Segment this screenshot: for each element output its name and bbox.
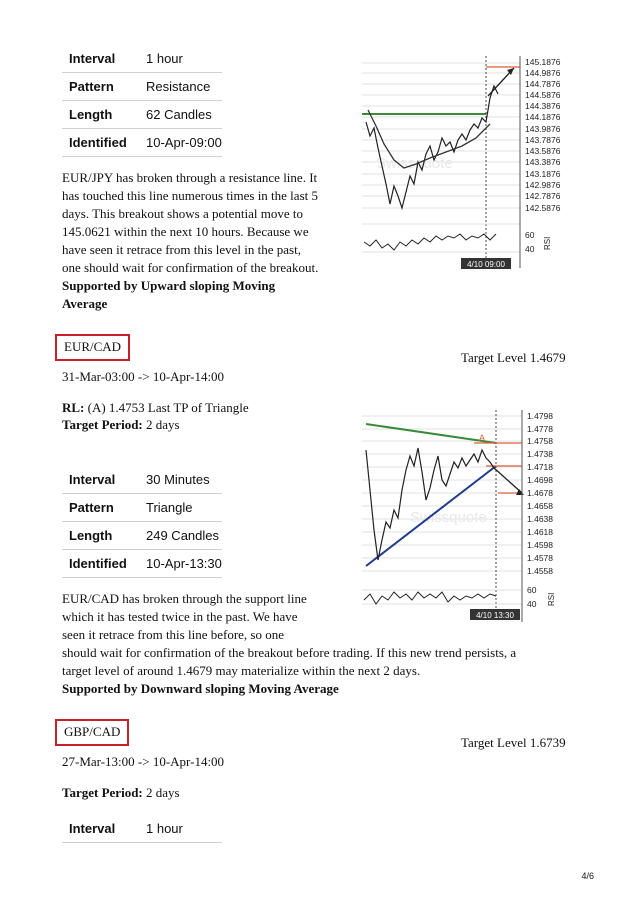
- eurcad-details-table: [62, 466, 222, 578]
- tick-label: 1.4778: [527, 424, 553, 434]
- date-range: 27-Mar-13:00 -> 10-Apr-14:00: [62, 754, 225, 769]
- tick-label: 40: [525, 244, 535, 254]
- tick-label: 142.7876: [525, 191, 561, 201]
- table-row: Identified 10-Apr-09:00: [62, 129, 222, 157]
- tick-label: 144.1876: [525, 112, 561, 122]
- price-axis-labels: [527, 411, 553, 609]
- tick-label: 1.4578: [527, 553, 553, 563]
- table-row: Interval 1 hour: [62, 45, 222, 73]
- eurjpy-details-table: [62, 45, 222, 157]
- tick-label: 60: [525, 230, 535, 240]
- chart-watermark: Swissquote: [376, 155, 453, 172]
- rsi-axis-title: RSI: [547, 592, 556, 606]
- table-row: Pattern Triangle: [62, 494, 222, 522]
- tick-label: 1.4658: [527, 501, 553, 511]
- tick-label: 143.1876: [525, 169, 561, 179]
- tick-label: 40: [527, 599, 537, 609]
- table-row: Length 249 Candles: [62, 522, 222, 550]
- tick-label: 1.4618: [527, 527, 553, 537]
- tick-label: 143.5876: [525, 146, 561, 156]
- table-row: Interval 1 hour: [62, 815, 222, 843]
- tick-label: 143.3876: [525, 157, 561, 167]
- tick-label: 1.4738: [527, 449, 553, 459]
- tick-label: 143.7876: [525, 135, 561, 145]
- eurjpy-chart: [362, 56, 574, 270]
- tick-label: 142.5876: [525, 203, 561, 213]
- eurcad-chart: [362, 410, 574, 624]
- table-row: Interval 30 Minutes: [62, 466, 222, 494]
- tick-label: 143.9876: [525, 124, 561, 134]
- eurcad-description: EUR/CAD has broken through the support line which it has tested twice in the past. We have seen it retrace from this line before, so one should wait for confirmation of the breakout before trading. If this new trend persists, a target level of around 1.4679 may materialize within the next 2 days. Supported by Downward sloping Moving Average: [62, 591, 517, 696]
- table-row: Length 62 Candles: [62, 101, 222, 129]
- pair-badge-gbpcad: GBP/CAD: [55, 719, 129, 746]
- tick-label: 1.4798: [527, 411, 553, 421]
- target-period: Target Period: 2 days: [62, 785, 180, 800]
- tick-label: 1.4718: [527, 462, 553, 472]
- tick-label: 144.5876: [525, 90, 561, 100]
- tick-label: 144.3876: [525, 101, 561, 111]
- date-range: 31-Mar-03:00 -> 10-Apr-14:00: [62, 369, 225, 384]
- time-label: 4/10 13:30: [476, 611, 514, 620]
- tick-label: 145.1876: [525, 57, 561, 67]
- tick-label: 60: [527, 585, 537, 595]
- tick-label: 144.7876: [525, 79, 561, 89]
- tick-label: 1.4638: [527, 514, 553, 524]
- tick-label: 1.4598: [527, 540, 553, 550]
- gbpcad-details-table: [62, 815, 222, 843]
- page-number: 4/6: [581, 871, 594, 881]
- table-row: Pattern Resistance: [62, 73, 222, 101]
- pair-badge-eurcad: EUR/CAD: [55, 334, 130, 361]
- rl-line: RL: (A) 1.4753 Last TP of Triangle: [62, 400, 249, 415]
- time-label: 4/10 09:00: [467, 260, 505, 269]
- eurjpy-description: EUR/JPY has broken through a resistance line. It has touched this line numerous times in the last 5 days. This breakout shows a potential move to 145.0621 within the next 10 hours. Because we have seen it retrace from this level in the past, one should wait for confirmation of the breakout. Supported by Upward sloping Moving Average: [62, 170, 319, 311]
- point-a-label: A: [479, 433, 486, 443]
- rsi-axis-title: RSI: [543, 236, 552, 250]
- tick-label: 142.9876: [525, 180, 561, 190]
- tick-label: 1.4758: [527, 436, 553, 446]
- target-period: Target Period: 2 days: [62, 417, 180, 432]
- target-level: Target Level 1.6739: [461, 735, 566, 750]
- table-row: Identified 10-Apr-13:30: [62, 550, 222, 578]
- tick-label: 1.4698: [527, 475, 553, 485]
- tick-label: 1.4558: [527, 566, 553, 576]
- tick-label: 144.9876: [525, 68, 561, 78]
- tick-label: 1.4678: [527, 488, 553, 498]
- price-axis-labels: [525, 57, 561, 254]
- chart-watermark: Swissquote: [410, 509, 487, 526]
- target-level: Target Level 1.4679: [461, 350, 566, 365]
